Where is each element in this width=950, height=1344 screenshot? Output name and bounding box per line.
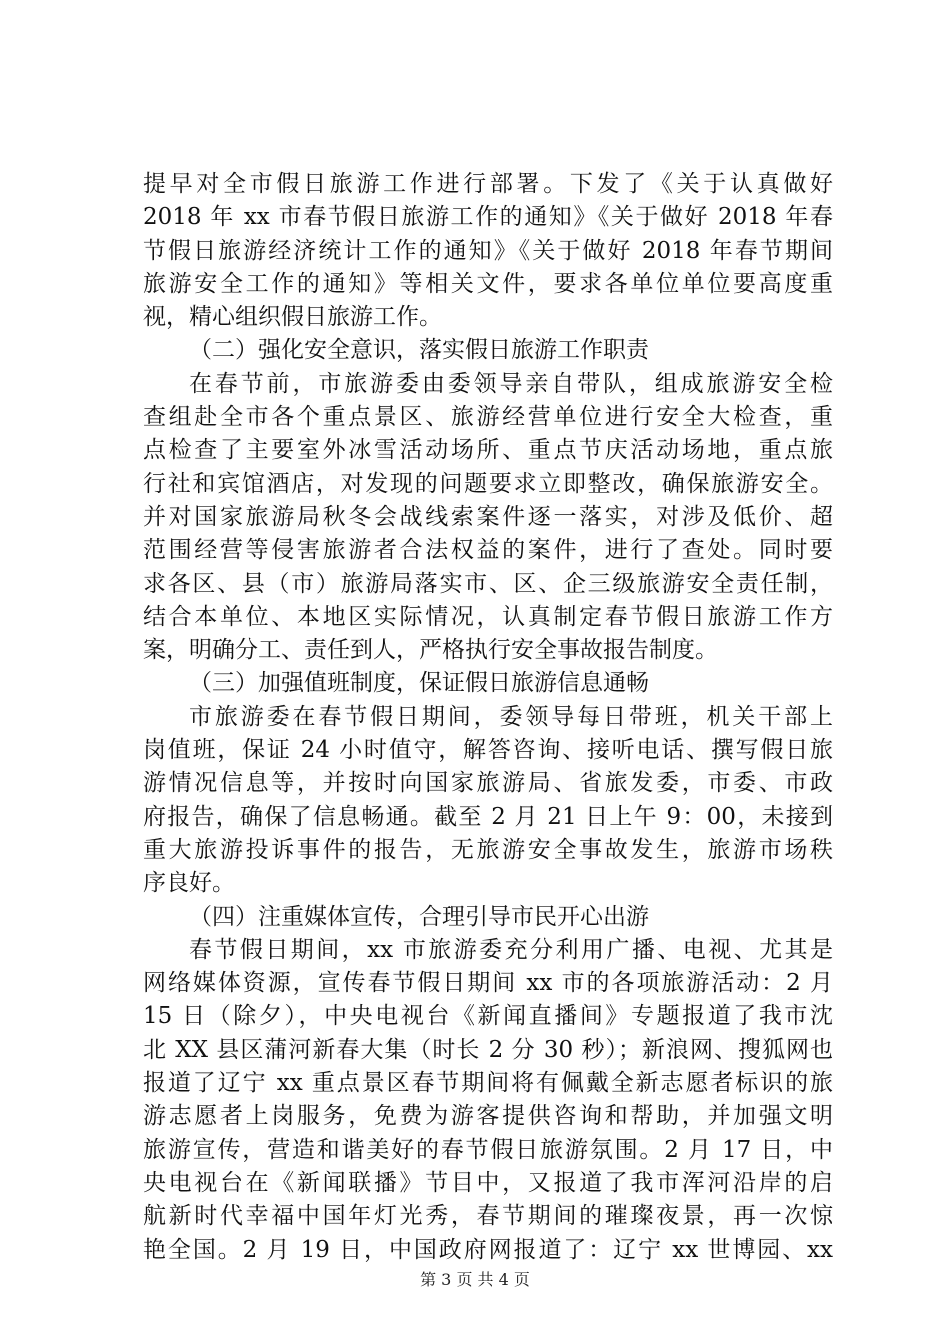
text-line: 府报告，确保了信息畅通。截至 2 月 21 日上午 9：00，未接到 [143, 803, 833, 830]
text-line: 市旅游委在春节假日期间，委领导每日带班，机关干部上 [189, 703, 833, 730]
text-line: 序良好。 [143, 870, 235, 897]
text-line: 视，精心组织假日旅游工作。 [143, 304, 442, 331]
text-line: （二）强化安全意识，落实假日旅游工作职责 [189, 337, 649, 364]
document-body [143, 168, 833, 1267]
text-line: 报道了辽宁 xx 重点景区春节期间将有佩戴全新志愿者标识的旅 [143, 1070, 833, 1097]
text-line: 求各区、县（市）旅游局落实市、区、企三级旅游安全责任制， [143, 570, 833, 597]
text-line: 重大旅游投诉事件的报告，无旅游安全事故发生，旅游市场秩 [143, 836, 833, 863]
text-line: 15 日（除夕），中央电视台《新闻直播间》专题报道了我市沈 [143, 1003, 833, 1030]
text-line: 范围经营等侵害旅游者合法权益的案件，进行了查处。同时要 [143, 537, 833, 564]
text-line: 并对国家旅游局秋冬会战线索案件逐一落实，对涉及低价、超 [143, 503, 833, 530]
text-line: （四）注重媒体宣传，合理引导市民开心出游 [189, 903, 649, 930]
text-line: 游情况信息等，并按时向国家旅游局、省旅发委，市委、市政 [143, 770, 833, 797]
text-line: 岗值班，保证 24 小时值守，解答咨询、接听电话、撰写假日旅 [143, 737, 833, 764]
text-line: 点检查了主要室外冰雪活动场所、重点节庆活动场地，重点旅 [143, 437, 833, 464]
text-line: 游志愿者上岗服务，免费为游客提供咨询和帮助，并加强文明 [143, 1103, 833, 1130]
text-line: 查组赴全市各个重点景区、旅游经营单位进行安全大检查，重 [143, 404, 833, 431]
text-line: 网络媒体资源，宣传春节假日期间 xx 市的各项旅游活动：2 月 [143, 970, 833, 997]
text-line: 航新时代幸福中国年灯光秀，春节期间的璀璨夜景，再一次惊 [143, 1203, 833, 1230]
text-line: 行社和宾馆酒店，对发现的问题要求立即整改，确保旅游安全。 [143, 470, 833, 497]
text-line: 北 XX 县区蒲河新春大集（时长 2 分 30 秒）；新浪网、搜狐网也 [143, 1036, 833, 1063]
text-line: 2018 年 xx 市春节假日旅游工作的通知》《关于做好 2018 年春 [143, 204, 833, 231]
text-line: 艳全国。2 月 19 日，中国政府网报道了：辽宁 xx 世博园、xx [143, 1236, 833, 1263]
text-line: 提早对全市假日旅游工作进行部署。下发了《关于认真做好 [143, 171, 833, 197]
text-line: 旅游安全工作的通知》等相关文件，要求各单位单位要高度重 [143, 270, 833, 297]
text-line: 在春节前，市旅游委由委领导亲自带队，组成旅游安全检 [189, 370, 833, 397]
text-line: 旅游宣传，营造和谐美好的春节假日旅游氛围。2 月 17 日，中 [143, 1136, 833, 1163]
text-line: （三）加强值班制度，保证假日旅游信息通畅 [189, 670, 649, 697]
page-number-footer: 第 3 页 共 4 页 [420, 1270, 530, 1289]
text-line: 春节假日期间，xx 市旅游委充分利用广播、电视、尤其是 [189, 936, 833, 963]
text-line: 案，明确分工、责任到人，严格执行安全事故报告制度。 [143, 637, 718, 664]
text-line: 结合本单位、本地区实际情况，认真制定春节假日旅游工作方 [143, 603, 833, 630]
text-line: 节假日旅游经济统计工作的通知》《关于做好 2018 年春节期间 [143, 237, 833, 264]
text-line: 央电视台在《新闻联播》节目中，又报道了我市浑河沿岸的启 [143, 1169, 833, 1196]
